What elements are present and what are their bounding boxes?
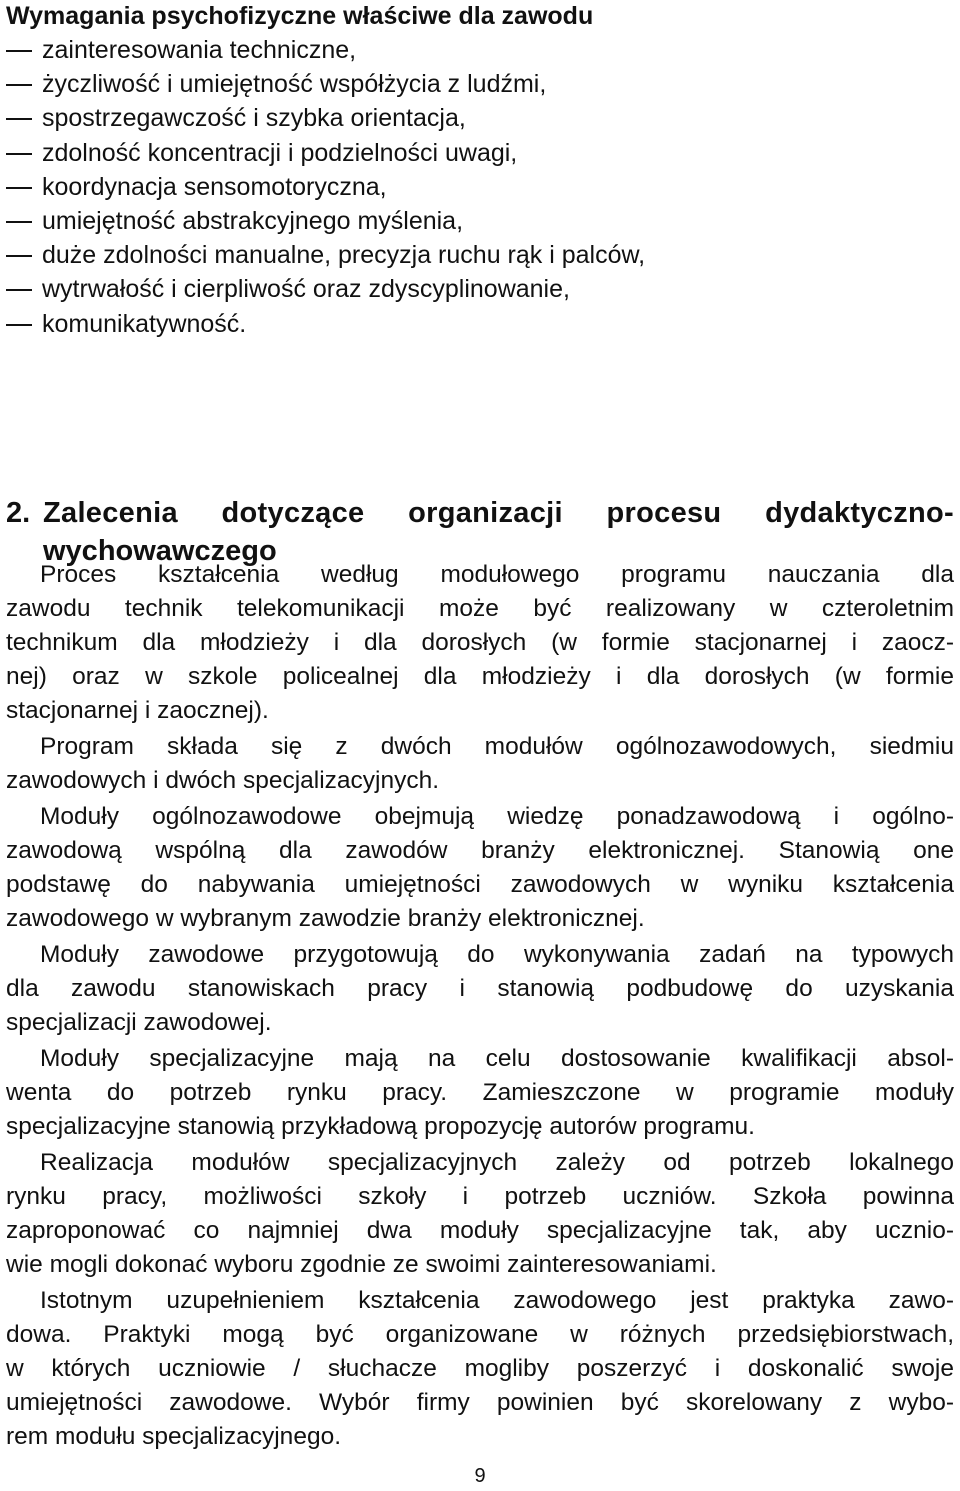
dash-bullet-icon xyxy=(6,289,32,291)
text-line: wenta do potrzeb rynku pracy. Zamieszczone w programie moduły xyxy=(6,1079,954,1106)
text-line: zaproponować co najmniej dwa moduły specjalizacyjne tak, aby ucznio- xyxy=(6,1217,954,1244)
list-item xyxy=(6,238,954,272)
text-line: specjalizacyjne stanowią przykładową propozycję autorów programu. xyxy=(6,1113,755,1140)
text-line: zawodowego w wybranym zawodzie branży elektronicznej. xyxy=(6,905,645,932)
section-body xyxy=(6,558,954,1456)
list-item-text: koordynacja sensomotoryczna, xyxy=(42,172,387,201)
section-number: 2. xyxy=(6,497,31,530)
dash-bullet-icon xyxy=(6,324,32,326)
list-item-text: spostrzegawczość i szybka orientacja, xyxy=(42,104,466,133)
section-heading-requirements: Wymagania psychofizyczne właściwe dla zawodu xyxy=(6,2,594,30)
text-line: Moduły ogólnozawodowe obejmują wiedzę ponadzawodową i ogólno- xyxy=(40,803,954,830)
dash-bullet-icon xyxy=(6,255,32,257)
text-line: Moduły zawodowe przygotowują do wykonywania zadań na typowych xyxy=(40,941,954,968)
text-line: technikum dla młodzieży i dla dorosłych (w formie stacjonarnej i zaocz- xyxy=(6,629,954,656)
text-line: Istotnym uzupełnieniem kształcenia zawodowego jest praktyka zawo- xyxy=(40,1287,954,1314)
text-line: zawodu technik telekomunikacji może być realizowany w czteroletnim xyxy=(6,595,954,622)
text-line: w których uczniowie / słuchacze mogliby poszerzyć i doskonalić swoje xyxy=(6,1355,954,1382)
text-line: rem modułu specjalizacyjnego. xyxy=(6,1423,341,1450)
text-line: wie mogli dokonać wyboru zgodnie ze swoimi zainteresowaniami. xyxy=(6,1251,717,1278)
list-item-text: duże zdolności manualne, precyzja ruchu rąk i palców, xyxy=(42,241,646,270)
list-item xyxy=(6,136,954,170)
text-line: dowa. Praktyki mogą być organizowane w różnych przedsiębiorstwach, xyxy=(6,1321,954,1348)
paragraph xyxy=(6,1146,954,1282)
text-line: zawodowych i dwóch specjalizacyjnych. xyxy=(6,767,440,794)
list-item-text: umiejętność abstrakcyjnego myślenia, xyxy=(42,207,464,236)
page-number: 9 xyxy=(474,1465,486,1487)
dash-bullet-icon xyxy=(6,153,32,155)
list-item-text: komunikatywność. xyxy=(42,309,247,338)
text-line: Moduły specjalizacyjne mają na celu dostosowanie kwalifikacji absol- xyxy=(40,1045,954,1072)
requirements-list xyxy=(6,33,954,341)
dash-bullet-icon xyxy=(6,221,32,223)
list-item-text: zainteresowania techniczne, xyxy=(42,36,357,64)
text-line: rynku pracy, możliwości szkoły i potrzeb uczniów. Szkoła powinna xyxy=(6,1183,954,1210)
list-item xyxy=(6,307,954,341)
section-heading-line: Zalecenia dotyczące organizacji procesu dydaktyczno- xyxy=(43,497,954,530)
list-item-text: wytrwałość i cierpliwość oraz zdyscyplinowanie, xyxy=(42,275,570,304)
text-line: umiejętności zawodowe. Wybór firmy powinien być skorelowany z wybo- xyxy=(6,1389,954,1416)
text-line: Program składa się z dwóch modułów ogólnozawodowych, siedmiu xyxy=(40,733,954,760)
paragraph xyxy=(6,730,954,798)
list-item xyxy=(6,67,954,101)
dash-bullet-icon xyxy=(6,118,32,120)
paragraph xyxy=(6,800,954,936)
section-heading-line: wychowawczego xyxy=(43,535,277,568)
text-line: specjalizacji zawodowej. xyxy=(6,1009,272,1036)
paragraph xyxy=(6,1284,954,1454)
list-item xyxy=(6,204,954,238)
dash-bullet-icon xyxy=(6,187,32,189)
text-line: stacjonarnej i zaocznej). xyxy=(6,697,269,724)
list-item xyxy=(6,33,954,67)
list-item xyxy=(6,170,954,204)
list-item xyxy=(6,101,954,135)
document-page xyxy=(6,0,954,1450)
list-item-text: życzliwość i umiejętność współżycia z ludźmi, xyxy=(42,70,547,99)
text-line: nej) oraz w szkole policealnej dla młodzieży i dla dorosłych (w formie xyxy=(6,663,954,690)
paragraph xyxy=(6,938,954,1040)
text-line: dla zawodu stanowiskach pracy i stanowią podbudowę do uzyskania xyxy=(6,975,954,1002)
list-item xyxy=(6,272,954,306)
text-line: podstawę do nabywania umiejętności zawodowych w wyniku kształcenia xyxy=(6,871,954,898)
paragraph xyxy=(6,1042,954,1144)
text-line: Realizacja modułów specjalizacyjnych zależy od potrzeb lokalnego xyxy=(40,1149,954,1176)
text-line: Proces kształcenia według modułowego programu nauczania dla xyxy=(40,561,954,588)
list-item-text: zdolność koncentracji i podzielności uwagi, xyxy=(42,138,518,167)
dash-bullet-icon xyxy=(6,50,32,52)
text-line: zawodową wspólną dla zawodów branży elektronicznej. Stanowią one xyxy=(6,837,954,864)
paragraph xyxy=(6,558,954,728)
dash-bullet-icon xyxy=(6,84,32,86)
